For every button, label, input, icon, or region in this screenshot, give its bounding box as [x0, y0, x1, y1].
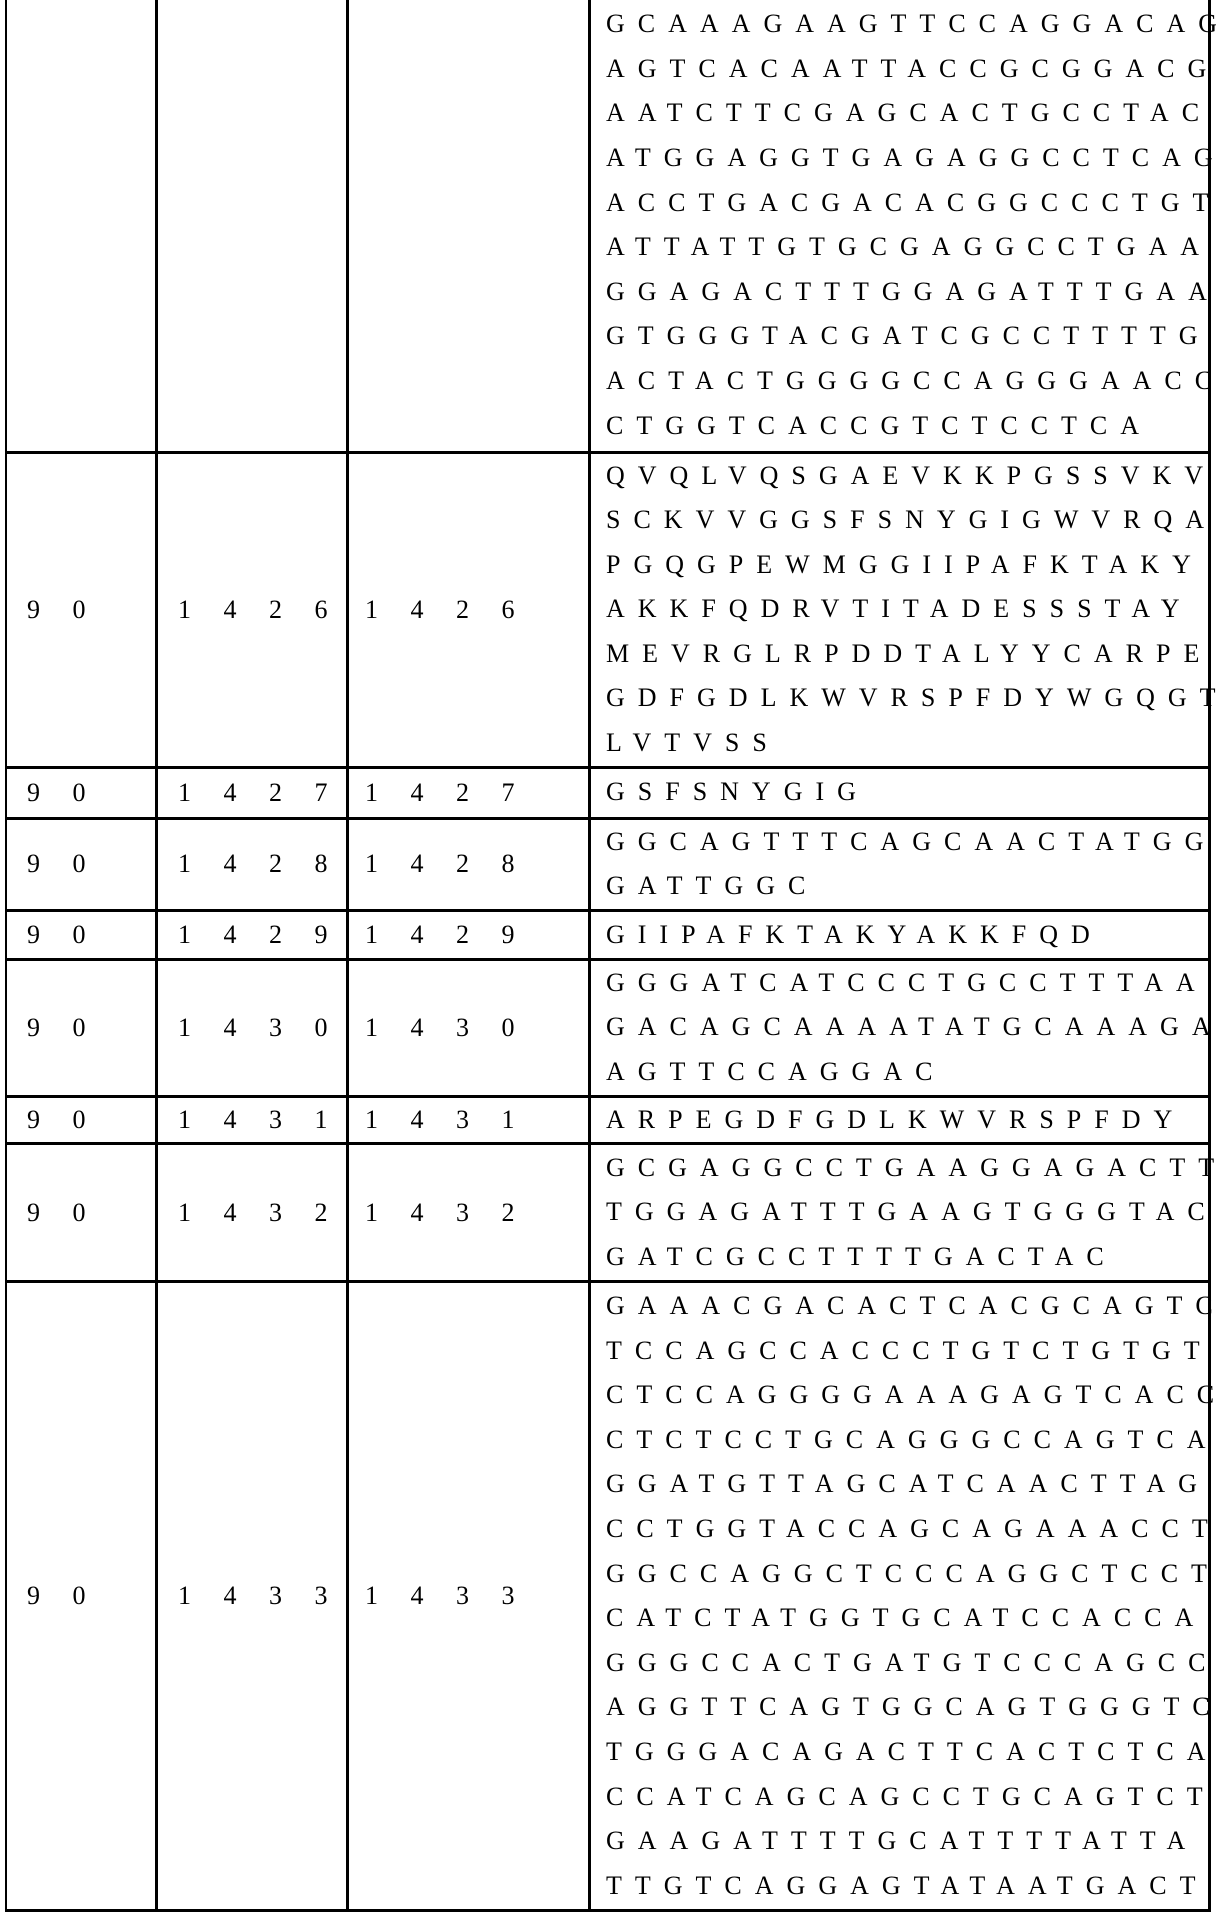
- group-id-cell: 9 0: [6, 1282, 157, 1911]
- group-id-cell: 9 0: [6, 818, 157, 910]
- table-row: [6, 1282, 1210, 1911]
- sequence-line: AGTCACAATTACCGCGGACG: [606, 47, 1208, 92]
- group-id-cell: 9 0: [6, 910, 157, 959]
- seq-id-cell: 1 4 3 1: [157, 1096, 348, 1144]
- sequence-line: GCAAAGAAGTTCCAGGACAG: [606, 2, 1208, 47]
- sequence-line: ARPEGDFGDLKWVRSPFDY: [606, 1098, 1208, 1143]
- sequence-line: GIIPAFKTAKYAKKFQD: [606, 913, 1208, 958]
- sequence-cell: [590, 910, 1210, 959]
- sequence-cell: [590, 767, 1210, 818]
- sequence-line: GAAGATTTTGCATTTTATTA: [606, 1819, 1208, 1864]
- seq-no-cell: 1 4 2 9: [348, 910, 590, 959]
- sequence-cell: [590, 1144, 1210, 1282]
- group-id-cell: 9 0: [6, 959, 157, 1096]
- sequence-line: AGTTCCAGGAC: [606, 1050, 1208, 1095]
- sequence-cell: [590, 1096, 1210, 1144]
- seq-no-cell: 1 4 3 0: [348, 959, 590, 1096]
- sequence-line: GACAGCAAAATATGCAAAGA: [606, 1005, 1208, 1050]
- table-row: [6, 767, 1210, 818]
- sequence-line: GGCAGTTTCAGCAACTATGG: [606, 820, 1208, 865]
- sequence-line: CCTGGTACCAGCAGAAACCT: [606, 1507, 1208, 1552]
- sequence-cell: [590, 1282, 1210, 1911]
- sequence-cell: [590, 0, 1210, 452]
- group-id-cell: 9 0: [6, 1144, 157, 1282]
- sequence-line: GCGAGGCCTGAAGGAGACTT: [606, 1146, 1208, 1191]
- sequence-table-body: [6, 0, 1210, 1911]
- sequence-cell: [590, 959, 1210, 1096]
- seq-no-cell: 1 4 2 7: [348, 767, 590, 818]
- sequence-line: GATCGCCTTTTGACTAC: [606, 1235, 1208, 1280]
- seq-id-cell: 1 4 2 8: [157, 818, 348, 910]
- sequence-line: CATCTATGGTGCATCCACCA: [606, 1596, 1208, 1641]
- sequence-line: ACCTGACGACACGGCCCTGT: [606, 181, 1208, 226]
- sequence-table: [5, 0, 1211, 1912]
- sequence-line: GSFSNYGIG: [606, 770, 1208, 815]
- sequence-line: GATTGGC: [606, 864, 1208, 909]
- group-id-cell: [6, 0, 157, 452]
- sequence-line: TGGGACAGACTTCACTCTCA: [606, 1730, 1208, 1775]
- seq-no-cell: 1 4 3 2: [348, 1144, 590, 1282]
- sequence-line: TCCAGCCACCCTGTCTGTGT: [606, 1329, 1208, 1374]
- sequence-line: CTGGTCACCGTCTCCTCA: [606, 404, 1208, 449]
- seq-id-cell: 1 4 3 0: [157, 959, 348, 1096]
- sequence-line: AGGTTCAGTGGCAGTGGGTC: [606, 1685, 1208, 1730]
- seq-id-cell: 1 4 2 6: [157, 452, 348, 767]
- table-row: [6, 452, 1210, 767]
- sequence-line: GTGGGTACGATCGCCTTTTG: [606, 314, 1208, 359]
- sequence-line: ATGGAGGTGAGAGGCCTCAG: [606, 136, 1208, 181]
- seq-id-cell: 1 4 3 3: [157, 1282, 348, 1911]
- sequence-line: GGAGACTTTGGAGATTTGAA: [606, 270, 1208, 315]
- sequence-cell: [590, 818, 1210, 910]
- seq-id-cell: 1 4 2 9: [157, 910, 348, 959]
- seq-id-cell: [157, 0, 348, 452]
- sequence-cell: [590, 452, 1210, 767]
- group-id-cell: 9 0: [6, 1096, 157, 1144]
- table-row: [6, 910, 1210, 959]
- sequence-line: AKKFQDRVTITADESSSTAY: [606, 587, 1208, 632]
- table-row: [6, 1096, 1210, 1144]
- seq-no-cell: 1 4 3 3: [348, 1282, 590, 1911]
- sequence-line: GDFGDLKWVRSPFDYWGQGT: [606, 676, 1208, 721]
- table-row: [6, 818, 1210, 910]
- sequence-line: GGCCAGGCTCCCAGGCTCCT: [606, 1552, 1208, 1597]
- sequence-line: ACTACTGGGGCCAGGGAACC: [606, 359, 1208, 404]
- seq-no-cell: 1 4 3 1: [348, 1096, 590, 1144]
- seq-id-cell: 1 4 3 2: [157, 1144, 348, 1282]
- sequence-line: PGQGPEWMGGIIPAFKTAKY: [606, 543, 1208, 588]
- sequence-line: ATTATTGTGCGAGGCCTGAA: [606, 225, 1208, 270]
- sequence-line: SCKVVGGSFSNYGIGWVRQA: [606, 498, 1208, 543]
- sequence-line: GGGATCATCCCTGCCTTTAA: [606, 961, 1208, 1006]
- table-row: [6, 1144, 1210, 1282]
- sequence-line: GGATGTTAGCATCAACTTAG: [606, 1462, 1208, 1507]
- table-row: [6, 959, 1210, 1096]
- sequence-line: GAAACGACACTCACGCAGTC: [606, 1284, 1208, 1329]
- sequence-line: GGGCCACTGATGTCCCAGCC: [606, 1641, 1208, 1686]
- group-id-cell: 9 0: [6, 452, 157, 767]
- sequence-line: MEVRGLRPDDTALYYCARPE: [606, 632, 1208, 677]
- sequence-line: AATCTTCGAGCACTGCCTAC: [606, 91, 1208, 136]
- group-id-cell: 9 0: [6, 767, 157, 818]
- sequence-line: TTGTCAGGAGTATAATGACT: [606, 1864, 1208, 1909]
- sequence-line: QVQLVQSGAEVKKPGSSVKV: [606, 454, 1208, 499]
- seq-no-cell: 1 4 2 8: [348, 818, 590, 910]
- seq-id-cell: 1 4 2 7: [157, 767, 348, 818]
- sequence-line: CTCCAGGGGAAAGAGTCACC: [606, 1373, 1208, 1418]
- sequence-line: CTCTCCTGCAGGGCCAGTCA: [606, 1418, 1208, 1463]
- sequence-line: CCATCAGCAGCCTGCAGTCT: [606, 1775, 1208, 1820]
- seq-no-cell: [348, 0, 590, 452]
- table-row: [6, 0, 1210, 452]
- seq-no-cell: 1 4 2 6: [348, 452, 590, 767]
- sequence-line: LVTVSS: [606, 721, 1208, 766]
- sequence-line: TGGAGATTTGAAGTGGGTAC: [606, 1190, 1208, 1235]
